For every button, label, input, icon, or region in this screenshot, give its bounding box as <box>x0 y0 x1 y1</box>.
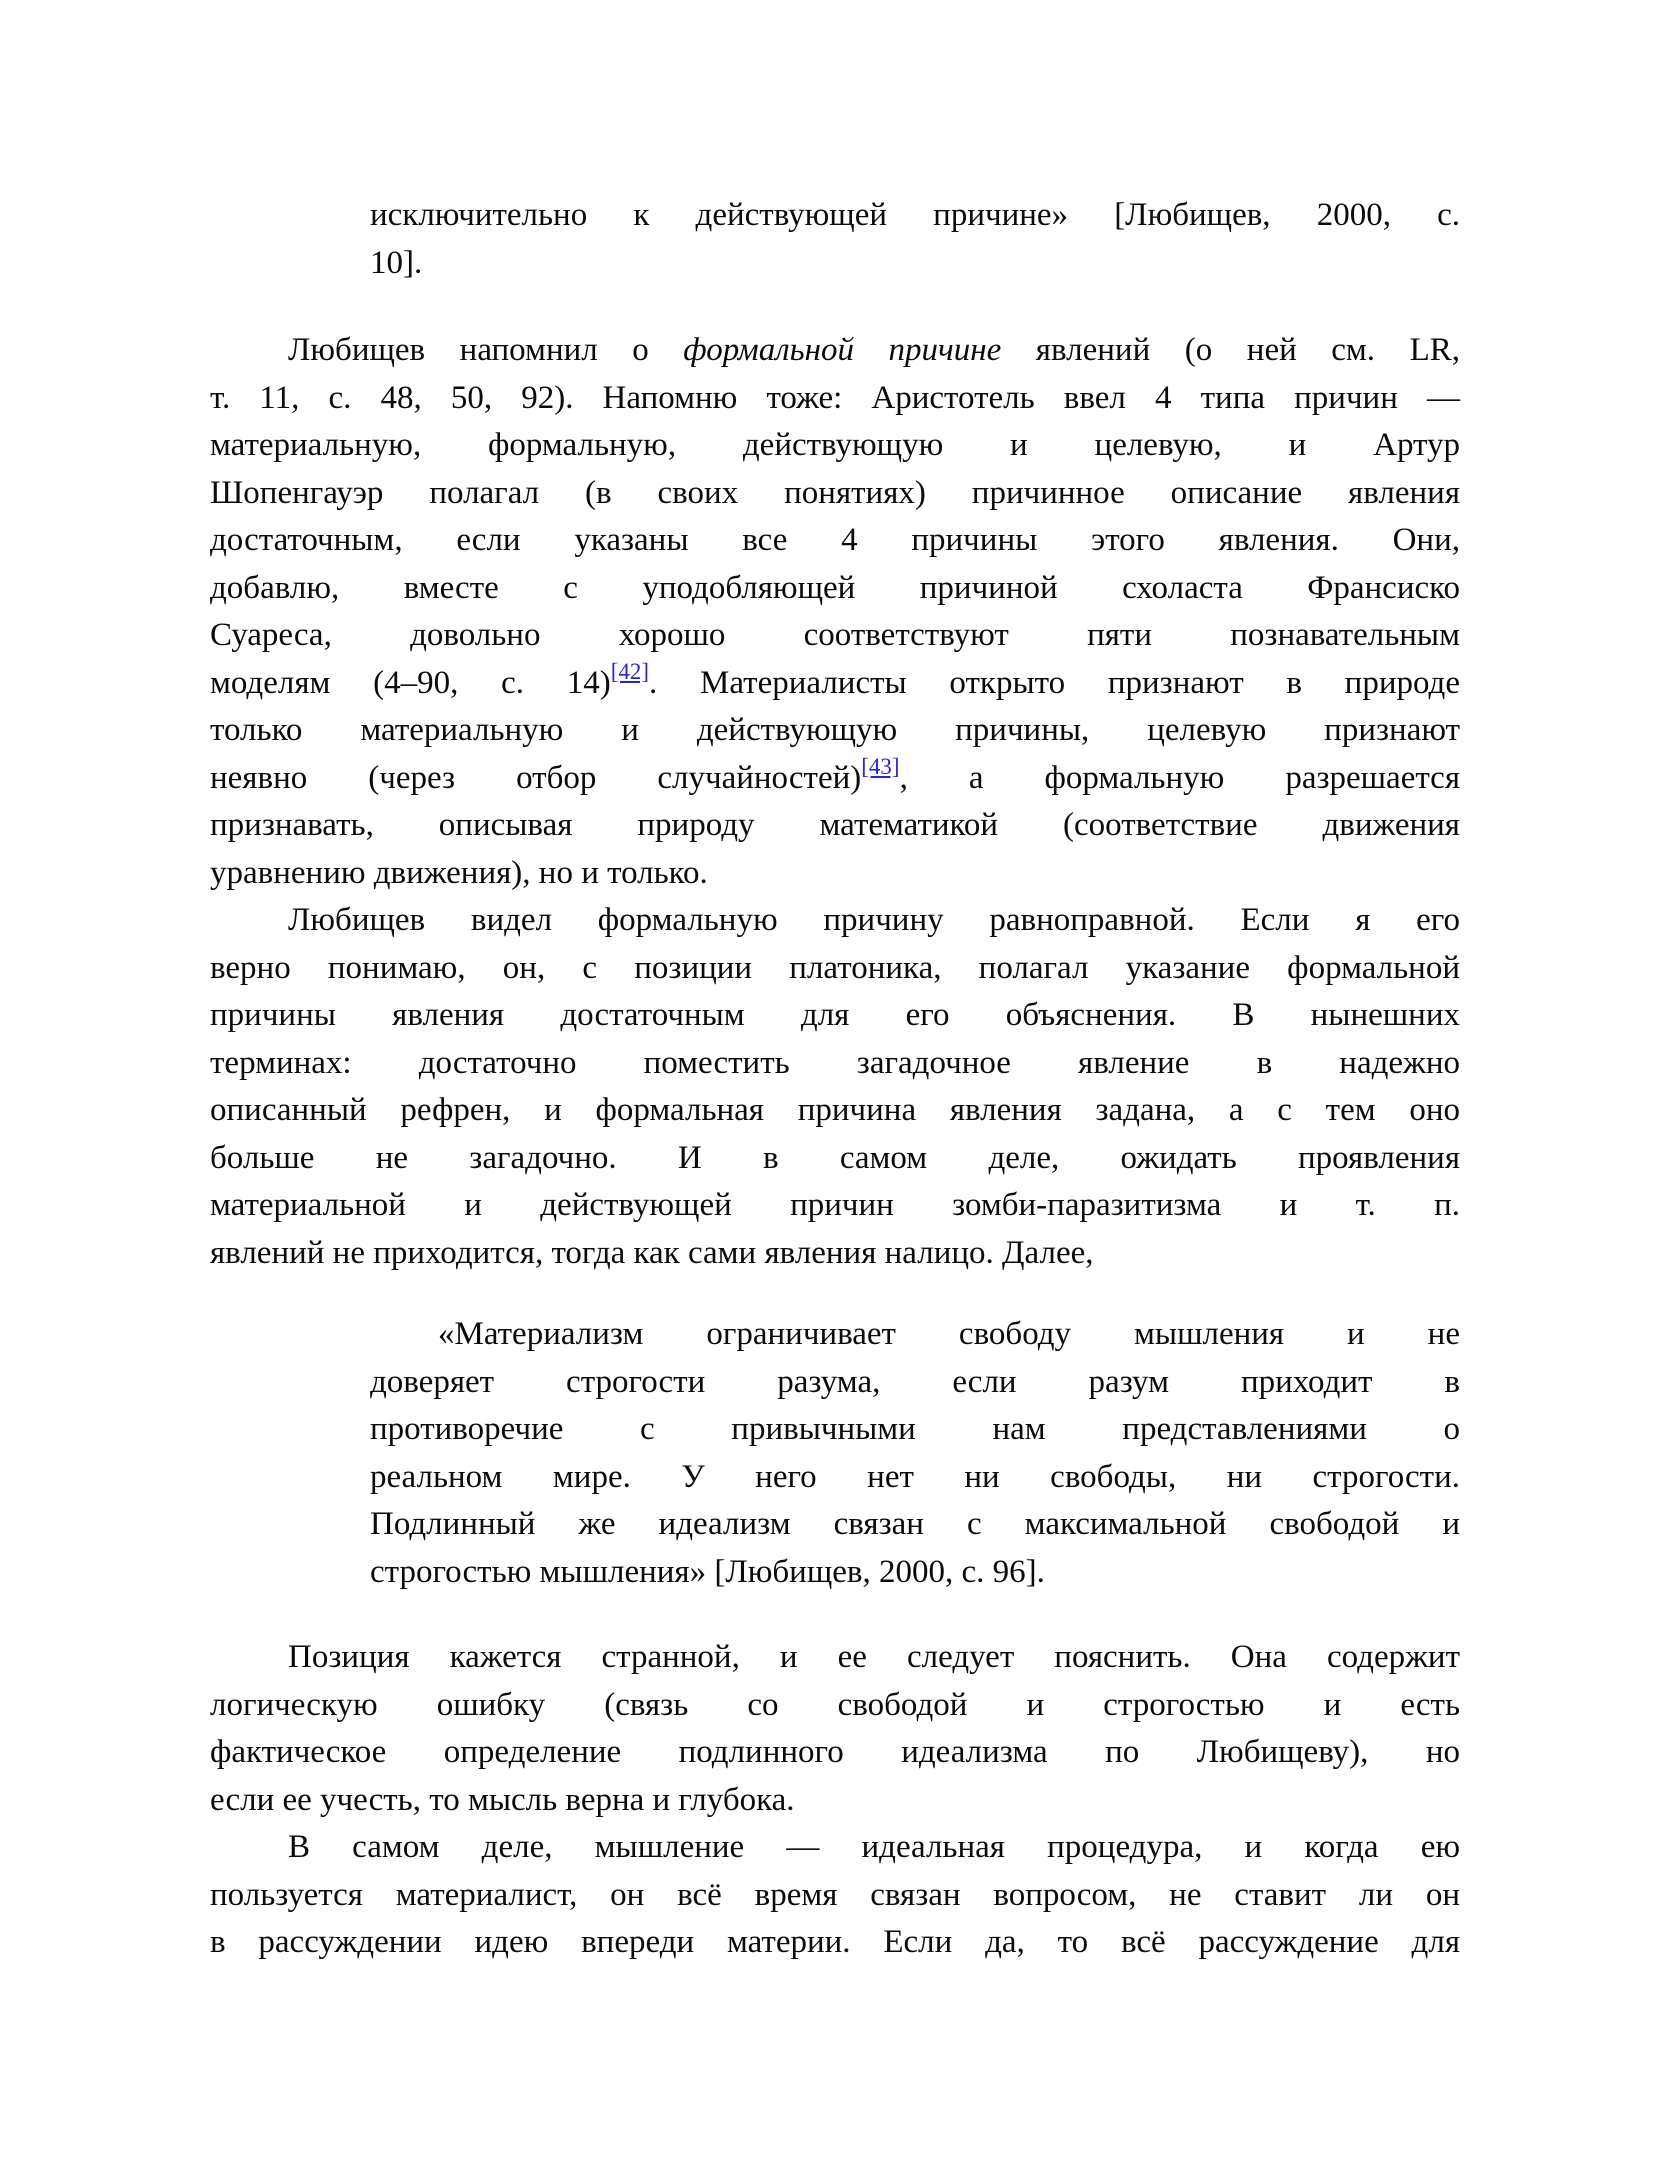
text-line: логическую ошибку (связь со свободой и строгостью и есть <box>210 1686 1460 1723</box>
text-line: Подлинный же идеализм связан с максимальной свободой и <box>370 1506 1460 1542</box>
footnote-ref <box>861 754 899 779</box>
text-line: верно понимаю, он, с позиции платоника, полагал указание формальной <box>210 949 1460 986</box>
text-line: доверяет строгости разума, если разум приходит в <box>370 1363 1460 1400</box>
paragraph <box>210 1634 1460 1824</box>
text-line: в рассуждении идею впереди материи. Если да, то всё рассуждение для <box>210 1924 1460 1960</box>
page-content <box>210 0 1460 1967</box>
paragraph <box>210 327 1460 897</box>
text-line: добавлю, вместе с уподобляющей причиной схоласта Франсиско <box>210 569 1460 606</box>
text-line: фактическое определение подлинного идеализма по Любищеву), но <box>210 1734 1460 1770</box>
text-line: признавать, описывая природу математикой (соответствие движения <box>210 807 1460 843</box>
blockquote <box>370 192 1460 287</box>
text-line: явлений не приходится, тогда как сами явления налицо. Далее, <box>210 1234 1094 1271</box>
text-line: т. 11, с. 48, 50, 92). Напомню тоже: Аристотель ввел 4 типа причин — <box>210 379 1460 416</box>
text-line: больше не загадочно. И в самом деле, ожидать проявления <box>210 1139 1460 1176</box>
text-line: «Материализм ограничивает свободу мышления и не <box>438 1316 1460 1352</box>
text-line: В самом деле, мышление — идеальная процедура, и когда ею <box>288 1829 1460 1865</box>
text-line: Позиция кажется странной, и ее следует пояснить. Она содержит <box>288 1639 1460 1675</box>
blockquote <box>370 1311 1460 1596</box>
text-line: достаточным, если указаны все 4 причины этого явления. Они, <box>210 522 1460 558</box>
text-line: противоречие с привычными нам представлениями о <box>370 1411 1460 1447</box>
footnote-link-43[interactable]: [43] <box>861 753 900 779</box>
text-line: Любищев напомнил о формальной причине явлений (о ней см. LR, <box>288 332 1461 368</box>
text-line: если ее учесть, то мысль верна и глубока. <box>210 1781 795 1818</box>
footnote-ref <box>611 659 649 684</box>
text-line: только материальную и действующую причины, целевую признают <box>210 712 1460 748</box>
text-line: 10]. <box>370 244 423 281</box>
text-line: Любищев видел формальную причину равноправной. Если я его <box>288 902 1460 938</box>
text-line: неявно (через отбор случайностей)[43], а формальную разрешается <box>210 753 1460 796</box>
text-line: материальной и действующей причин зомби-паразитизма и т. п. <box>210 1187 1460 1223</box>
text-line: терминах: достаточно поместить загадочное явление в надежно <box>210 1044 1460 1081</box>
text-line: реальном мире. У него нет ни свободы, ни строгости. <box>370 1458 1460 1495</box>
paragraph <box>210 1824 1460 1967</box>
text-line: материальную, формальную, действующую и целевую, и Артур <box>210 427 1460 463</box>
text-line: исключительно к действующей причине» [Любищев, 2000, с. <box>370 197 1460 233</box>
paragraph <box>210 897 1460 1277</box>
text-line: причины явления достаточным для его объяснения. В нынешних <box>210 997 1460 1033</box>
text-line: пользуется материалист, он всё время связан вопросом, не ставит ли он <box>210 1876 1460 1913</box>
text-line: Шопенгауэр полагал (в своих понятиях) причинное описание явления <box>210 474 1460 511</box>
emphasis: формальной причине <box>683 332 1002 368</box>
text-line: описанный рефрен, и формальная причина явления задана, а с тем оно <box>210 1092 1460 1128</box>
text-line: Суареса, довольно хорошо соответствуют пяти познавательным <box>210 617 1460 653</box>
text-line: моделям (4–90, с. 14)[42]. Материалисты открыто признают в природе <box>210 658 1460 701</box>
text-line: строгостью мышления» [Любищев, 2000, с. 96]. <box>370 1553 1045 1590</box>
text-line: уравнению движения), но и только. <box>210 854 708 891</box>
footnote-link-42[interactable]: [42] <box>610 658 650 684</box>
